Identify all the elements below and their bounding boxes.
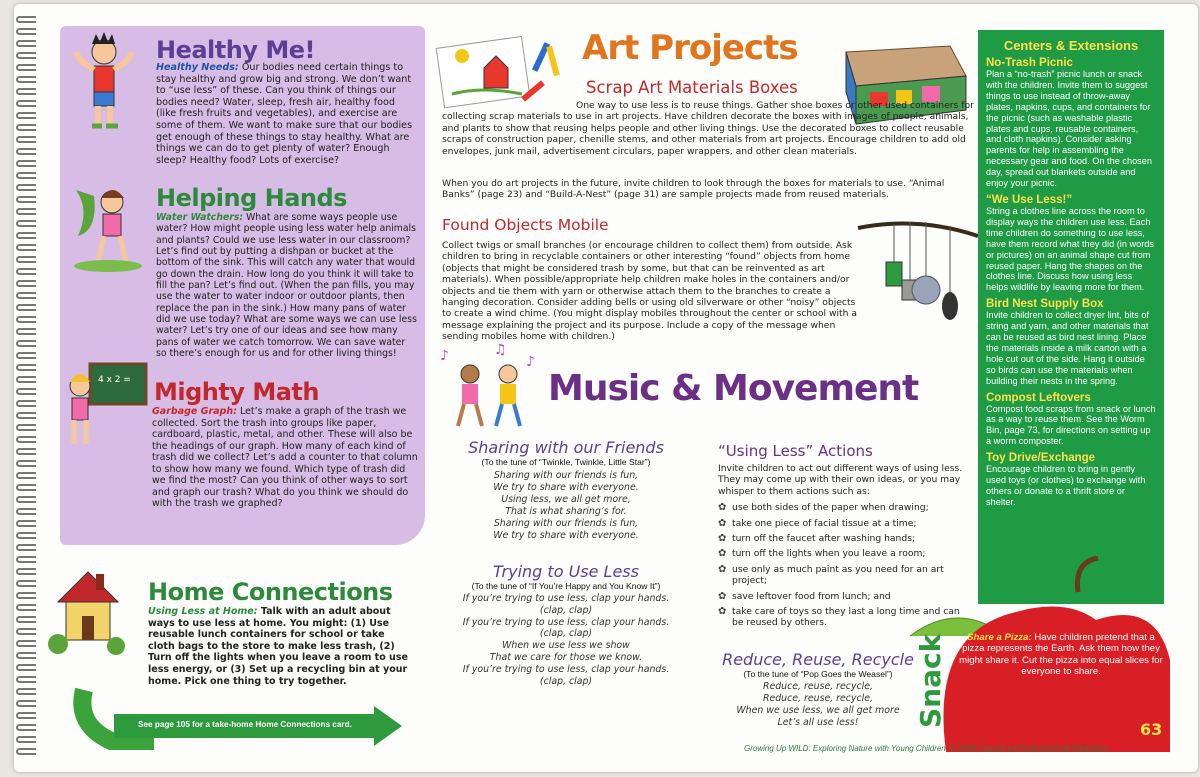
lyric-line: (clap, clap) xyxy=(539,628,593,640)
footer-copyright: © 2009 Council for Environmental Education xyxy=(950,744,1108,753)
center-section-title: Toy Drive/Exchange xyxy=(986,452,1096,465)
snack-body: Have children pretend that a pizza represents the Earth. Ask them how they might share it. Cut the pizza into equal slices for everyone to share. xyxy=(959,632,1163,678)
song-sharing-tune: (To the tune of “Twinkle, Twinkle, Little Star”) xyxy=(481,457,651,467)
spiral-ring xyxy=(16,148,36,155)
song-trying-title: Trying to Use Less xyxy=(493,562,639,581)
center-section-text: Compost food scraps from snack or lunch as a way to reuse them. See the Worm Bin, page 73, for directions on setting up a worm composter. xyxy=(986,403,1156,447)
spiral-ring xyxy=(16,664,36,671)
spiral-ring xyxy=(16,556,36,563)
footer xyxy=(744,744,1108,753)
snack-label: Snack xyxy=(914,633,947,728)
lyric-line: When we use less, we all get more xyxy=(736,705,900,716)
spiral-ring xyxy=(16,124,36,131)
helping-hands-text xyxy=(156,212,418,359)
lyric-line: We try to share with everyone. xyxy=(493,530,639,541)
healthy-me-body: Our bodies need certain things to stay healthy and grow big and strong. We don’t want to “use less” of these. Can you think of things our bodies need? Water, sleep, fresh air, healthy food (like fresh fruits and vegetables), and exercise are some of them. We want to make sure that our bodies get enough of these things to stay healthy. What are things we can do to get plenty of water? Enough sleep? Healthy food? Lots of exercise? xyxy=(156,62,413,166)
center-section xyxy=(986,194,1156,293)
art-boxes-followup: When you do art projects in the future, invite children to look through the boxes for materials to use. “Animal Banks” (page 23) and “Build-A-Nest” (page 31) are sample projects made from reused materials. xyxy=(442,178,945,201)
spiral-ring xyxy=(16,112,36,119)
actions-intro: Invite children to act out different ways of using less. They may come up with their own ideas, or you may whisper to them actions such as: xyxy=(718,463,963,497)
spiral-ring xyxy=(16,616,36,623)
spiral-ring xyxy=(16,448,36,455)
lyric-line: We try to share with everyone. xyxy=(493,482,639,493)
spiral-ring xyxy=(16,592,36,599)
spiral-ring xyxy=(16,52,36,59)
water-watchers-lead: Water Watchers: xyxy=(156,212,244,223)
lyric-line: If you’re trying to use less, clap your hands. xyxy=(462,593,670,604)
svg-text:♪: ♪ xyxy=(440,348,449,364)
center-section-text: Encourage children to bring in gently used toys (or clothes) to exchange with others or donate to a thrift store or shelter. xyxy=(986,464,1146,507)
svg-text:♪: ♪ xyxy=(526,354,535,370)
mighty-math-title: Mighty Math xyxy=(154,378,319,406)
action-item: ✿ turn off the lights when you leave a room; xyxy=(718,548,974,559)
song-reduce-tune: (To the tune of “Pop Goes the Weasel”) xyxy=(743,669,893,679)
hanging-mobile-image xyxy=(854,210,982,330)
center-section-title: “We Use Less!” xyxy=(986,193,1073,206)
chalkboard-equation: 4 x 2 = xyxy=(98,375,131,385)
center-section xyxy=(986,298,1156,386)
spiral-ring xyxy=(16,520,36,527)
spiral-ring xyxy=(16,640,36,647)
snack-text xyxy=(956,632,1166,678)
spiral-ring xyxy=(16,292,36,299)
page-number: 63 xyxy=(1140,720,1163,739)
action-item: ✿ turn off the faucet after washing hands; xyxy=(718,533,974,544)
kid-flexing-icon xyxy=(64,30,144,134)
song-trying-lyrics xyxy=(426,593,706,687)
healthy-needs-lead: Healthy Needs: xyxy=(156,62,239,73)
spiral-ring xyxy=(16,184,36,191)
found-objects-text: Collect twigs or small branches (or encourage children to collect them) from outside. Ask children to bring in recyclable containers or other interesting “found” objects from home (objects that might be considered trash by some, but that can be reinvented as art materials). When possible/appropriate help children make holes in the containers and/or objects and tie them with yarn or otherwise attach them to the branches to create a hanging decoration. Consider adding bells or using old silverware or other “noisy” objects to create a wind chime. (You might display mobiles throughout the center or school with a message explaining the project and its purpose. Include a copy of the message when sending mobiles home with children.) xyxy=(442,240,858,343)
song-sharing xyxy=(440,438,692,542)
action-item: ✿ use both sides of the paper when drawing; xyxy=(718,502,974,513)
helping-hands-body: What are some ways people use water? How might people using less water help animals and plants? Could we use less water in our classroom? Let’s find out by putting a dishpan or bucket at the bottom of the sink. This will catch any water that would go down the drain. How long do you think it will take to fill the pan? Let’s find out. (When the pan fills, you may use the water to water indoor or outdoor plants, then replace the pan in the sink.) How many pans of water did we use today? What are some ways we can use less water? Let’s try one of our ideas and see how many pans of water we catch tomorrow. We can save water so there’s enough for us and for other living things! xyxy=(156,212,417,360)
spiral-ring xyxy=(16,388,36,395)
spiral-ring xyxy=(16,340,36,347)
chalkboard-kid-icon xyxy=(60,358,150,450)
spiral-ring xyxy=(16,316,36,323)
lyric-line: (clap, clap) xyxy=(539,604,593,616)
spiral-ring xyxy=(16,688,36,695)
spiral-ring xyxy=(16,100,36,107)
spiral-ring xyxy=(16,460,36,467)
spiral-ring xyxy=(16,280,36,287)
center-section xyxy=(986,452,1156,508)
center-section-title: Compost Leftovers xyxy=(986,391,1091,404)
center-section-title: Bird Nest Supply Box xyxy=(986,298,1104,311)
song-reduce-title: Reduce, Reuse, Recycle xyxy=(722,650,914,669)
girl-watering-plant-icon xyxy=(68,180,148,276)
home-connections-text xyxy=(148,606,410,687)
spiral-ring xyxy=(16,436,36,443)
share-pizza-lead: Share a Pizza: xyxy=(967,632,1032,643)
healthy-me-text xyxy=(156,62,418,166)
center-section-text: String a clothes line across the room to display ways the children use less. Each time children do something to use less, have them record what they did (in words or pictures) on an animal shape cut from reused paper. Hang the shapes on the clothes line. Discuss how using less helps wildlife by leaving more for them. xyxy=(986,205,1155,293)
lyric-line: (clap, clap) xyxy=(539,675,593,687)
spiral-ring xyxy=(16,724,36,731)
lyric-line: If you’re trying to use less, clap your hands. xyxy=(462,663,670,675)
garbage-graph-lead: Garbage Graph: xyxy=(152,406,237,417)
song-reduce xyxy=(708,650,928,729)
centers-extensions-panel xyxy=(978,30,1164,604)
actions-title: “Using Less” Actions xyxy=(718,442,873,460)
home-connections-title: Home Connections xyxy=(148,578,393,606)
spiral-ring xyxy=(16,712,36,719)
scrap-art-subtitle: Scrap Art Materials Boxes xyxy=(586,78,798,97)
lyric-line: Using less, we all get more, xyxy=(501,494,631,505)
spiral-ring xyxy=(16,652,36,659)
spiral-ring xyxy=(16,40,36,47)
lyric-line: When we use less we show xyxy=(502,640,630,652)
spiral-ring xyxy=(16,364,36,371)
spiral-ring xyxy=(16,196,36,203)
spiral-ring xyxy=(16,544,36,551)
spiral-ring xyxy=(16,496,36,503)
healthy-me-title: Healthy Me! xyxy=(156,36,315,64)
svg-text:♫: ♫ xyxy=(494,342,507,358)
found-objects-subtitle: Found Objects Mobile xyxy=(442,216,609,234)
lyric-line: Sharing with our friends is fun, xyxy=(493,470,639,481)
spiral-ring xyxy=(16,580,36,587)
lyric-line: Reduce, reuse, recycle, xyxy=(762,681,874,692)
home-connections-note: See page 105 for a take-home Home Connections card. xyxy=(138,720,352,729)
spiral-ring xyxy=(16,232,36,239)
footer-book-title: Growing Up WILD: Exploring Nature with Young Children xyxy=(744,744,946,753)
spiral-ring xyxy=(16,532,36,539)
arrow-head-icon xyxy=(374,706,402,746)
lyric-line: That is what sharing’s for. xyxy=(505,506,627,517)
spiral-ring xyxy=(16,28,36,35)
center-section-text: Invite children to collect dryer lint, bits of string and yarn, and other materials that can be reused as bird nest lining. Place the materials inside a milk carton with a hole cut out of the side. Hang it outside so birds can use the materials when building their nests in the spring. xyxy=(986,310,1149,386)
spiral-ring xyxy=(16,160,36,167)
spiral-ring xyxy=(16,328,36,335)
spiral-ring xyxy=(16,256,36,263)
spiral-ring xyxy=(16,628,36,635)
action-item: ✿ take care of toys so they last a long time and can be reused by others. xyxy=(718,606,974,629)
spiral-ring xyxy=(16,304,36,311)
center-section-title: No-Trash Picnic xyxy=(986,57,1073,69)
spiral-ring xyxy=(16,220,36,227)
action-item: ✿ use only as much paint as you need for an art project; xyxy=(718,564,974,587)
spiral-ring xyxy=(16,700,36,707)
spiral-binding xyxy=(14,16,40,766)
action-item: ✿ save leftover food from lunch; and xyxy=(718,591,974,602)
lyric-line: Sharing with our friends is fun, xyxy=(493,518,639,529)
center-section xyxy=(986,392,1156,448)
spiral-ring xyxy=(16,268,36,275)
spiral-ring xyxy=(16,88,36,95)
spiral-ring xyxy=(16,16,36,23)
spiral-ring xyxy=(16,412,36,419)
action-item: ✿ take one piece of facial tissue at a time; xyxy=(718,518,974,529)
spiral-ring xyxy=(16,208,36,215)
using-less-at-home-lead: Using Less at Home: xyxy=(148,606,258,617)
song-reduce-lyrics xyxy=(708,681,928,729)
song-sharing-lyrics xyxy=(440,470,692,542)
spiral-ring xyxy=(16,76,36,83)
spiral-ring xyxy=(16,472,36,479)
art-projects-title: Art Projects xyxy=(582,28,798,68)
spiral-ring xyxy=(16,136,36,143)
music-movement-title: Music & Movement xyxy=(548,368,919,409)
center-section xyxy=(986,57,1156,189)
spiral-ring xyxy=(16,172,36,179)
spiral-ring xyxy=(16,568,36,575)
spiral-ring xyxy=(16,352,36,359)
scrap-art-text: One way to use less is to reuse things. Gather shoe boxes or other used containers for collecting scrap materials to use in art projects. Have children decorate the boxes with images of people, animals, and plants to show that reusing helps people and other living things. Use the decorated boxes to collect reusable scraps of construction paper, chenille stems, and other materials from art projects. Encourage children to add old envelopes, junk mail, advertisement circulars, paper wrappers, and other clean materials. xyxy=(442,100,974,157)
home-connections-body: Talk with an adult about ways to use less at home. You might: (1) Use reusable lunch containers for school or take cloth bags to the store to make less trash, (2) Turn off the lights when you leave a room to use less energy, or (3) Set up a recycling bin at your home. Pick one thing to try together. xyxy=(148,606,408,687)
spiral-ring xyxy=(16,424,36,431)
spiral-ring xyxy=(16,64,36,71)
spiral-ring xyxy=(16,244,36,251)
spiral-ring xyxy=(16,748,36,755)
helping-hands-title: Helping Hands xyxy=(156,184,347,212)
lyric-line: That we care for those we know. xyxy=(489,651,643,663)
mighty-math-body: Let’s make a graph of the trash we collected. Sort the trash into groups like paper, cardboard, plastic, metal, and other. These will also be the headings of our graph. How many of each kind of trash did we collect? Let’s add a counter to that column to show how many we found. Which type of trash did we find the most? Can you think of other ways to sort and graph our trash? What do you think we should do with the trash we graphed? xyxy=(152,406,418,509)
spiral-ring xyxy=(16,676,36,683)
lyric-line: Reduce, reuse, recycle, xyxy=(762,693,874,704)
spiral-ring xyxy=(16,376,36,383)
book-page xyxy=(14,4,1198,772)
spiral-ring xyxy=(16,604,36,611)
spiral-ring xyxy=(16,400,36,407)
dancing-kids-icon xyxy=(434,340,546,432)
song-trying-tune: (To the tune of “If You’re Happy and You Know It”) xyxy=(471,581,661,591)
spiral-ring xyxy=(16,736,36,743)
spiral-ring xyxy=(16,484,36,491)
spiral-ring xyxy=(16,508,36,515)
mighty-math-text xyxy=(152,406,418,510)
song-trying xyxy=(426,562,706,687)
lyric-line: Let’s all use less! xyxy=(777,717,859,728)
center-section-text: Plan a “no-trash” picnic lunch or snack with the children. Invite them to suggest things to use instead of throw-away plates, napkins, cups, and containers for the picnic (such as washable plastic plates and cups, reusable containers, and cloth napkins). Consider asking parents for help in assembling the necessary gear and food. On the chosen day, spread out blankets outside and enjoy your picnic. xyxy=(986,69,1152,189)
song-sharing-title: Sharing with our Friends xyxy=(468,438,664,457)
centers-title: Centers & Extensions xyxy=(1003,38,1139,53)
lyric-line: If you’re trying to use less, clap your hands. xyxy=(462,616,670,628)
